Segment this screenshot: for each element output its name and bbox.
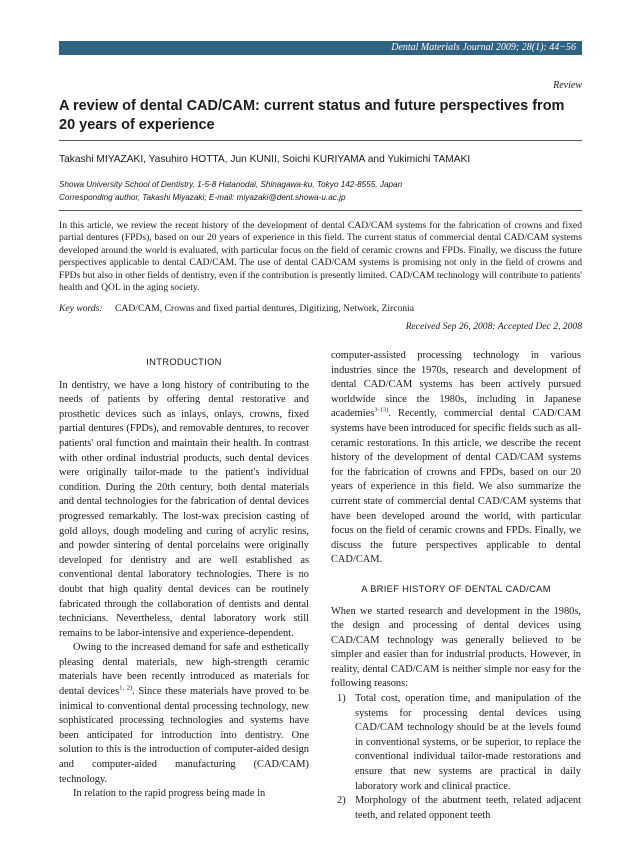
abstract: In this article, we review the recent history of the development of dental CAD/CAM systems for the fabrication of crowns and fixed partial dentures (FPDs), based on our 20 years of experience in this field. The current status of commercial dental CAD/CAM systems developed around the world is evaluated, with particular focus on the field of ceramic crowns and FPDs. Finally, we discuss the future perspectives applicable to dental CAD/CAM. The use of dental CAD/CAM systems is promising not only in the field of crowns and FPDs but also in other fields of dentistry, even if the contribution is presently limited. CAD/CAM technology will contribute to patients' health and QOL in the aging society. [59,220,582,294]
affiliation: Showa University School of Dentistry, 1-5-8 Hatanodai, Shinagawa-ku, Tokyo 142-8555, Japan [59,180,403,189]
intro-heading: INTRODUCTION [146,356,222,367]
keywords-line [59,303,582,314]
affiliation-block [59,178,402,204]
list-item: 2) Morphology of the abutment teeth, related adjacent teeth, and related opponent teeth [337,795,581,821]
keywords-text: CAD/CAM, Crowns and fixed partial dentures, Digitizing, Network, Zirconia [115,303,414,314]
right-column [331,349,581,823]
title-rule [59,140,582,141]
intro-paragraph-1: In dentistry, we have a long history of contributing to the needs of patients by offering dental restorative and prosthetic devices such as inlays, onlays, crowns, fixed partial dentures (FPDs), and removable dentures, to recover patients' oral function and maintain their health. In contrast with other ordinal industrial products, such dental devices were originally tailor-made to the patient's individual condition. During the 20th century, both dental materials and dental technologies for the fabrication of dental devices progressed remarkably. The lost-wax precision casting of gold alloys, dough modeling and curing of acrylic resins, and powder sintering of dental porcelains were originally developed for dentistry and are well established as conventional dental laboratory technologies. There is no doubt that high quality dental devices can be routinely fabricated through the collaboration of dentists and dental technicians. Nevertheless, dental laboratory work still remains to be labor-intensive and experience-dependent. [59,379,309,639]
left-column [59,349,309,802]
history-paragraph: When we started research and development in the 1980s, the design and processing of dental devices using CAD/CAM technology was generally believed to be simpler and easier than for industrial products. However, in reality, dental CAD/CAM is neither simple nor easy for the following reasons: [331,605,581,690]
author-list: Takashi MIYAZAKI, Yasuhiro HOTTA, Jun KUNII, Soichi KURIYAMA and Yukimichi TAMAKI [59,154,471,165]
list-item: 1) Total cost, operation time, and manipulation of the systems for processing dental devices using CAD/CAM technology should be at the levels found in conventional systems, or be superior, to replace the conventional individual tailor-made restorations and ensure that new systems are practical in daily laboratory work and clinical practice. [337,693,581,792]
received-date: Received Sep 26, 2008: Accepted Dec 2, 2008 [405,321,582,332]
right-paragraph-1: computer-assisted processing technology in various industries since the 1970s, research and development of dental CAD/CAM systems has been actively pursued worldwide since the 1980s, including in Japanese academies$^{3-13)}$. Recently, commercial dental CAD/CAM systems have been introduced for specific fields such as all-ceramic restorations. In this article, we describe the recent history of the development of dental CAD/CAM systems for the fabrication of crowns and FPDs, based on our 20 years of experience in this field. We also summarize the current state of commercial dental CAD/CAM systems that have been developed around the world, with particular focus on the field of ceramic crowns and FPDs. Finally, we discuss the future perspectives applicable to dental CAD/CAM. [331,350,581,566]
journal-citation: Dental Materials Journal 2009; 28(1): 44−56 [391,42,576,53]
paper-title: A review of dental CAD/CAM: current status and future perspectives from 20 years of experience [59,98,565,133]
intro-paragraph-3: In relation to the rapid progress being made in [73,788,266,800]
journal-banner [59,41,582,55]
intro-paragraph-2: Owing to the increased demand for safe and esthetically pleasing dental materials, new high-strength ceramic materials have been recently introduced as materials for dental devices$^{1, 2)}$. Since these materials have proved to be inimical to conventional dental processing technology, new sophisticated processing technologies and systems have been anticipated for introduction into dentistry. One solution to this is the introduction of computer-aided design and computer-aided manufacturing (CAD/CAM) technology. [59,642,310,785]
section-type: Review [553,80,582,91]
keywords-label: Key words: [59,303,103,314]
corresponding-author: Corresponding author, Takashi Miyazaki; E-mail: miyazaki@dent.showa-u.ac.jp [59,193,346,202]
reasons-list [331,692,581,823]
history-heading: A BRIEF HISTORY OF DENTAL CAD/CAM [361,582,551,594]
header-rule [59,210,582,211]
